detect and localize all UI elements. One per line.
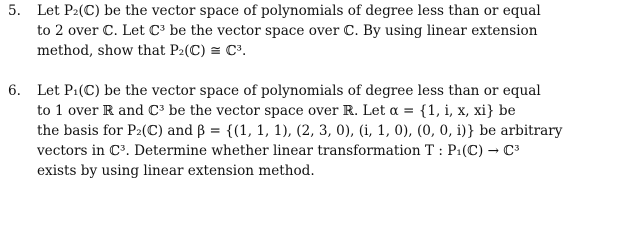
problem-5-text-1: Let P₂(ℂ) be the vector space of polynomials of degree less than or equal (37, 3, 541, 19)
problem-5 (8, 1, 613, 61)
problem-6-line-5: exists by using linear extension method. (37, 163, 315, 179)
problem-5-line-3: method, show that P₂(ℂ) ≅ ℂ³. (37, 43, 247, 59)
problem-6-line-1 (8, 81, 613, 101)
problem-5-line-2: to 2 over ℂ. Let ℂ³ be the vector space over ℂ. By using linear extension (37, 23, 538, 39)
problem-5-line-1 (8, 1, 613, 21)
problem-6-line-3: the basis for P₂(ℂ) and β = {(1, 1, 1), (2, 3, 0), (i, 1, 0), (0, 0, i)} be arbitrary (37, 123, 563, 139)
problem-6-text-1: Let P₁(ℂ) be the vector space of polynomials of degree less than or equal (37, 83, 541, 99)
problem-6-line-2: to 1 over ℝ and ℂ³ be the vector space over ℝ. Let α = {1, i, x, xi} be (37, 103, 516, 119)
problem-6 (8, 81, 613, 181)
problem-6-line-4: vectors in ℂ³. Determine whether linear transformation T : P₁(ℂ) → ℂ³ (37, 143, 520, 159)
problem-5-number: 5. (8, 3, 21, 19)
problem-6-number: 6. (8, 83, 21, 99)
